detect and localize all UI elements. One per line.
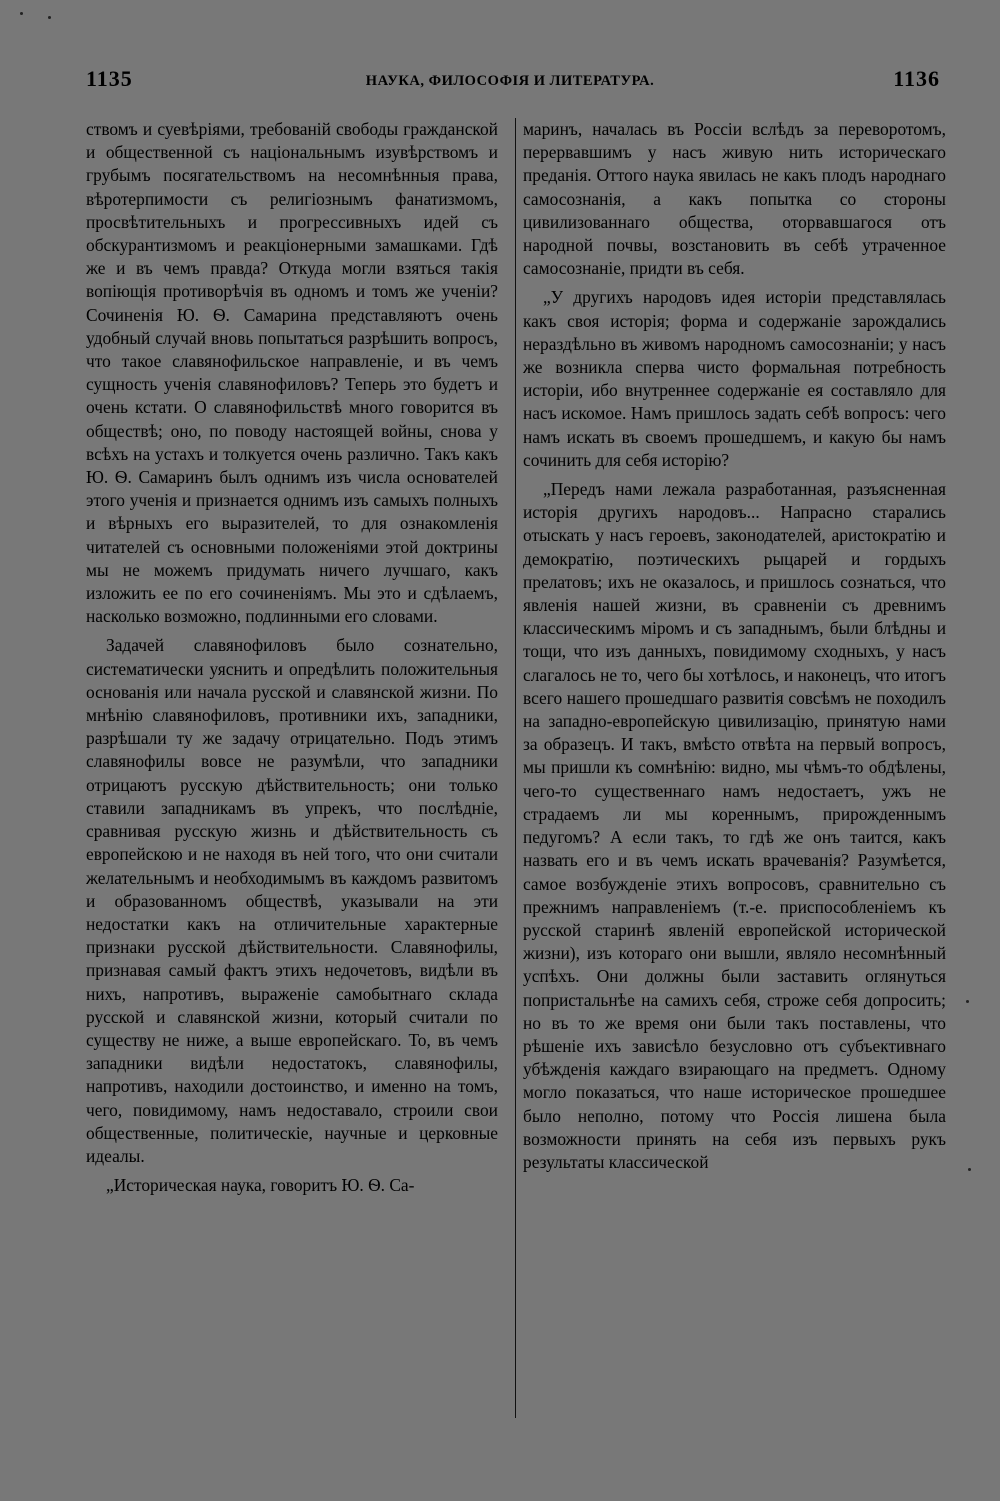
left-column	[86, 118, 498, 1197]
right-column	[523, 118, 946, 1174]
right-paragraph-2: „У другихъ народовъ идея исторіи представлялась какъ своя исторія; форма и содержаніе зарождались нераздѣльно въ живомъ народномъ самосознаніи; у насъ же возникла сперва чисто формальная потребность исторіи, ибо внутреннее содержаніе ея составляло для насъ искомое. Намъ пришлось задать себѣ вопросъ: чего намъ искать въ своемъ прошедшемъ, и какую бы намъ сочинить для себя исторію?	[523, 287, 946, 470]
page-number-left: 1135	[86, 66, 133, 91]
scan-speck	[968, 1168, 971, 1171]
scan-speck	[48, 16, 51, 19]
right-paragraph-1: маринъ, началась въ Россіи вслѣдъ за переворотомъ, перервавшимъ у насъ живую нить историческаго преданія. Оттого наука явилась не какъ плодъ народнаго самосознанія, а какъ попытка со стороны цивилизованнаго общества, оторвавшагося отъ народной почвы, возстановить въ себѣ утраченное самосознаніе, придти въ себя.	[523, 119, 946, 279]
column-divider	[515, 118, 516, 1418]
scan-speck	[966, 1000, 969, 1003]
running-title: НАУКА, ФИЛОСОФІЯ И ЛИТЕРАТУРА.	[365, 73, 655, 89]
page-number-right: 1136	[893, 66, 940, 91]
left-paragraph-2: Задачей славянофиловъ было сознательно, систематически уяснить и опредѣлить положительныя основанія или начала русской и славянской жизни. По мнѣнію славянофиловъ, противники ихъ, западники, разрѣшали ту же задачу отрицательно. Подъ этимъ славянофилы вовсе не разумѣли, что западники отрицаютъ русскую дѣйствительность; они только ставили западникамъ въ упрекъ, что послѣдніе, сравнивая русскую жизнь и дѣйствительность съ европейскою и не находя въ ней того, что они считали желательнымъ и необходимымъ въ каждомъ развитомъ и образованномъ обществѣ, указывали на эти недостатки какъ на отличительные характерные признаки русской дѣйствительности. Славянофилы, признавая самый фактъ этихъ недочетовъ, видѣли въ нихъ, напротивъ, выраженіе самобытнаго склада русской и славянской жизни, который считали по существу не ниже, а выше европейскаго. То, въ чемъ западники видѣли недостатокъ, славянофилы, напротивъ, находили достоинство, и именно на томъ, чего, повидимому, намъ недоставало, строили свои общественные, политическіе, научные и церковные идеалы.	[86, 635, 498, 1166]
scan-speck	[20, 12, 23, 15]
right-paragraph-3: „Передъ нами лежала разработанная, разъясненная исторія другихъ народовъ... Напрасно старались отыскать у насъ героевъ, законодателей, аристократію и демократію, поэтическихъ рыцарей и гордыхъ прелатовъ; ихъ не оказалось, и пришлось сознаться, что явленія нашей жизни, въ сравненіи съ древнимъ классическимъ міромъ и съ западнымъ, были блѣдны и тощи, что изъ данныхъ, повидимому сходныхъ, у насъ слагалось не то, чего бы хотѣлось, и наконецъ, что итогъ всего нашего прошедшаго развитія совсѣмъ не походилъ на западно-европейскую цивилизацію, принятую нами за образецъ. И такъ, вмѣсто отвѣта на первый вопросъ, мы пришли къ сомнѣнію: видно, мы чѣмъ-то обдѣлены, чего-то существеннаго намъ недостаетъ, ужъ не страдаемъ ли мы кореннымъ, прирожденнымъ педугомъ? А если такъ, то гдѣ же онъ таится, какъ назвать его и въ чемъ искать врачеванія? Разумѣется, самое возбужденіе этихъ вопросовъ, сравнительно съ прежнимъ направленіемъ (т.-е. приспособленіемъ къ русской старинѣ явленій европейской исторической жизни), изъ котораго они вышли, являло несомнѣнный успѣхъ. Они должны были заставить оглянуться попристальнѣе на самихъ себя, строже себя допросить; но въ то же время они были такъ поставлены, что рѣшеніе ихъ зависѣло безусловно отъ субъективнаго убѣжденія каждаго взирающаго на предметъ. Одному могло показаться, что наше историческое прошедшее было неполно, потому что Россія лишена была возможности принять на себя изъ первыхъ рукъ результаты классической	[523, 479, 946, 1172]
left-paragraph-1: ствомъ и суевѣріями, требованій свободы гражданской и общественной съ національнымъ изувѣрствомъ и грубымъ посягательствомъ на несомнѣнныя права, вѣротерпимости съ религіознымъ фанатизмомъ, просвѣтительныхъ и прогрессивныхъ идей съ обскурантизмомъ и реакціонерными замашками. Гдѣ же и въ чемъ правда? Откуда могли взяться такія вопіющія противорѣчія въ одномъ и томъ же ученіи? Сочиненія Ю. Ѳ. Самарина представляютъ очень удобный случай вновь попытаться разрѣшить вопросъ, что такое славянофильское направленіе, и въ чемъ сущность ученія славянофиловъ? Теперь это будетъ и очень кстати. О славянофильствѣ много говорится въ обществѣ; оно, по поводу настоящей войны, снова у всѣхъ на устахъ и толкуется очень различно. Такъ какъ Ю. Ѳ. Самаринъ былъ однимъ изъ числа основателей этого ученія и признается однимъ изъ самыхъ полныхъ и вѣрныхъ его выразителей, то для ознакомленія читателей съ основными положеніями этой доктрины мы не можемъ придумать ничего лучшаго, какъ изложить ее по его сочиненіямъ. Мы это и сдѣлаемъ, насколько возможно, подлинными его словами.	[86, 119, 498, 627]
left-paragraph-3: „Историческая наука, говоритъ Ю. Ѳ. Са-	[106, 1175, 415, 1196]
